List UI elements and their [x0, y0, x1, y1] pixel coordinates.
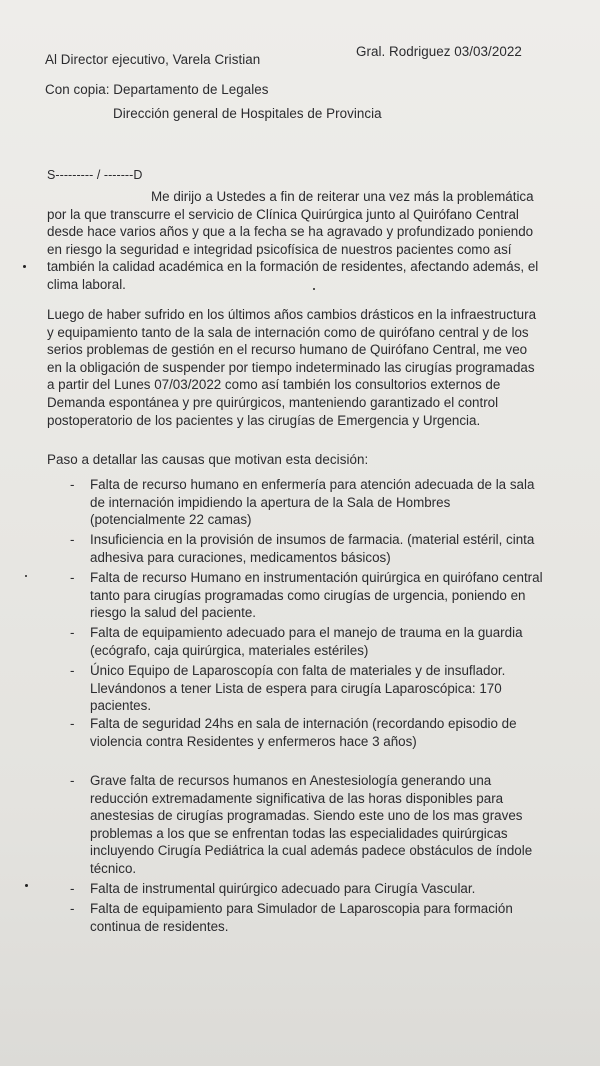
cause-line: reducción extremadamente significativa de las horas disponibles para [90, 790, 504, 806]
bullet-dash: - [70, 477, 75, 492]
addressee-line: Al Director ejecutivo, Varela Cristian [45, 52, 261, 67]
paragraph-line: Demanda espontánea y pre quirúrgicos, manteniendo garantizado el control [47, 394, 499, 410]
paragraph-line: Luego de haber sufrido en los últimos años cambios drásticos en la infraestructura [47, 307, 537, 322]
bullet-dash: - [70, 625, 75, 640]
bullet-dash: - [70, 773, 75, 788]
cause-line: de internación impidiendo la apertura de la Sala de Hombres [90, 494, 451, 510]
bullet-dash: - [70, 881, 75, 896]
paragraph-line: clima laboral. [47, 276, 126, 292]
cause-line: incluyendo Cirugía Pediátrica la cual además padece obstáculos de índole [90, 843, 533, 859]
cause-line: continua de residentes. [90, 918, 229, 934]
cc-line: Con copia: Departamento de Legales [45, 82, 269, 97]
cause-line: problemas a los que se enfrentan todas las especialidades quirúrgicas [90, 825, 508, 841]
cause-line: Único Equipo de Laparoscopía con falta de materiales y de insuflador. [90, 663, 506, 678]
paragraph-1 [47, 188, 567, 294]
cause-line: Llevándonos a tener Lista de espera para cirugía Laparoscópica: 170 [90, 680, 502, 696]
paragraph-line: en la obligación de suspender por tiempo indeterminado las cirugías programadas [47, 359, 535, 375]
bullet-dash: - [70, 663, 75, 678]
cause-line: Falta de equipamiento adecuado para el manejo de trauma en la guardia [90, 625, 523, 640]
paragraph-line: Me dirijo a Ustedes a fin de reiterar una vez más la problemática [151, 189, 534, 204]
paragraph-line: serios problemas de gestión en el recurso humano de Quirófano Central, me veo [47, 342, 528, 358]
cause-line: (potencialmente 22 camas) [90, 512, 252, 528]
ink-speck [25, 884, 28, 887]
causes-intro: Paso a detallar las causas que motivan esta decisión: [47, 452, 369, 467]
paragraph-line: también la calidad académica en la formación de residentes, afectando además, el [47, 259, 539, 275]
cause-line: anestesias de cirugías programadas. Siendo este uno de los mas graves [90, 808, 523, 824]
paragraph-line: en riesgo la seguridad e integridad psicofísica de nuestros pacientes como así [47, 241, 512, 257]
cause-line: adhesiva para curaciones, medicamentos básicos) [90, 549, 391, 565]
cause-line: Falta de instrumental quirúrgico adecuado para Cirugía Vascular. [90, 881, 476, 896]
cause-line: (ecógrafo, caja quirúrgica, materiales estériles) [90, 642, 369, 658]
paragraph-line: por la que transcurre el servicio de Clínica Quirúrgica junto al Quirófano Central [47, 206, 519, 222]
cause-line: Falta de seguridad 24hs en sala de internación (recordando episodio de [90, 716, 517, 731]
ink-speck [313, 288, 315, 290]
ink-speck [23, 265, 26, 268]
cause-line: pacientes. [90, 698, 152, 714]
cause-line: Grave falta de recursos humanos en Anestesiología generando una [90, 773, 492, 788]
bullet-dash: - [70, 716, 75, 731]
bullet-dash: - [70, 901, 75, 916]
paragraph-2 [47, 306, 567, 429]
paragraph-line: a partir del Lunes 07/03/2022 como así también los consultorios externos de [47, 377, 501, 393]
cause-line: riesgo la salud del paciente. [90, 605, 257, 621]
place-date: Gral. Rodriguez 03/03/2022 [356, 44, 522, 59]
paragraph-line: y equipamiento tanto de la sala de internación como de quirófano central y de los [47, 324, 529, 340]
cause-line: violencia contra Residentes y enfermeros hace 3 años) [90, 733, 417, 749]
bullet-dash: - [70, 570, 75, 585]
salutation: S--------- / -------D [47, 168, 143, 182]
cause-line: Insuficiencia en la provisión de insumos de farmacia. (material estéril, cinta [90, 532, 535, 547]
cause-line: Falta de recurso humano en enfermería para atención adecuada de la sala [90, 477, 535, 492]
paragraph-line: desde hace varios años y que a la fecha se ha agravado y profundizado poniendo [47, 224, 534, 240]
paragraph-line: postoperatorio de los pacientes y las cirugías de Emergencia y Urgencia. [47, 412, 481, 428]
directorate-line: Dirección general de Hospitales de Provincia [113, 106, 382, 121]
cause-line: técnico. [90, 860, 137, 876]
ink-speck [25, 575, 27, 577]
bullet-dash: - [70, 532, 75, 547]
cause-line: tanto para cirugías programadas como cirugías de urgencia, poniendo en [90, 587, 526, 603]
cause-line: Falta de equipamiento para Simulador de Laparoscopia para formación [90, 901, 513, 916]
cause-line: Falta de recurso Humano en instrumentación quirúrgica en quirófano central [90, 570, 543, 585]
